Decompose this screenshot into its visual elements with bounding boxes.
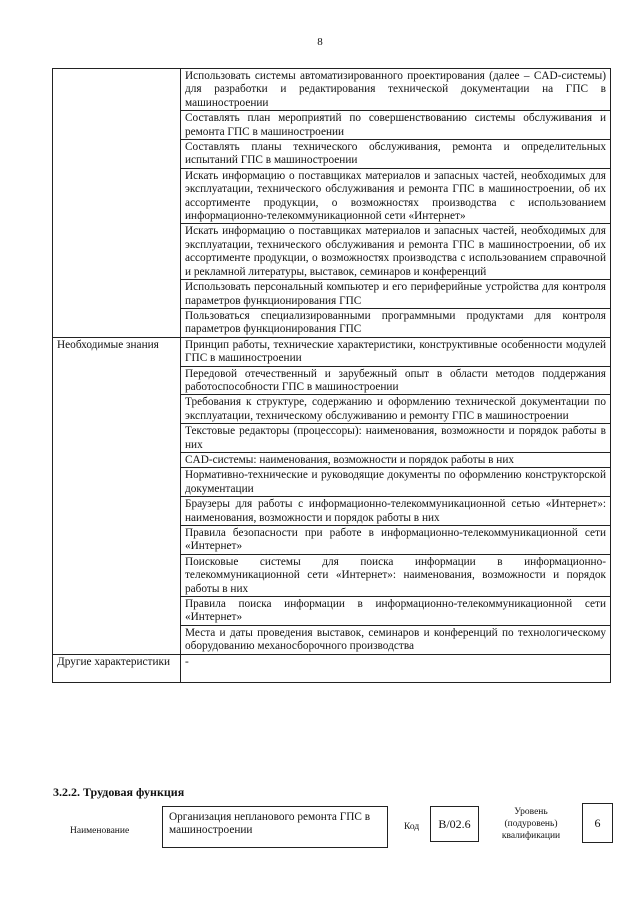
table-cell: Передовой отечественный и зарубежный опыт в области методов поддержания работоспособности ГПС в машиностроении (181, 366, 611, 395)
row-label-knowledge: Необходимые знания (53, 337, 181, 654)
code-label: Код (404, 822, 420, 832)
table-cell: Правила поиска информации в информационно-телекоммуникационной сети «Интернет» (181, 597, 611, 626)
table-cell: CAD-системы: наименования, возможности и порядок работы в них (181, 452, 611, 467)
table-row (53, 69, 611, 111)
table-cell: Принцип работы, технические характеристики, конструктивные особенности модулей ГПС в машиностроении (181, 337, 611, 366)
table-cell: Нормативно-технические и руководящие документы по оформлению конструкторской документации (181, 468, 611, 497)
table-cell: Пользоваться специализированными программными продуктами для контроля параметров функционирования ГПС (181, 308, 611, 337)
section-title: 3.2.2. Трудовая функция (53, 785, 185, 799)
table-cell: Поисковые системы для поиска информации в информационно-телекоммуникационной сети «Интернет»: наименования, возможности и порядок работы в них (181, 554, 611, 596)
page-number: 8 (317, 36, 323, 48)
table-row (53, 654, 611, 682)
table-cell: Составлять планы технического обслуживания, ремонта и определительных испытаний ГПС в машиностроении (181, 140, 611, 169)
table-cell: Текстовые редакторы (процессоры): наименования, возможности и порядок работы в них (181, 424, 611, 453)
row-label-skills (53, 69, 181, 338)
table-cell: - (181, 654, 611, 682)
skills-knowledge-table (52, 68, 611, 683)
qualification-level-box: 6 (582, 803, 613, 843)
name-label: Наименование (70, 826, 130, 836)
table-cell: Использовать персональный компьютер и его периферийные устройства для контроля параметров функционирования ГПС (181, 280, 611, 309)
table-cell: Браузеры для работы с информационно-телекоммуникационной сетью «Интернет»: наименования, возможности и порядок работы в них (181, 497, 611, 526)
table-cell: Места и даты проведения выставок, семинаров и конференций по технологическому оборудованию механосборочного производства (181, 625, 611, 654)
table-cell: Правила безопасности при работе в информационно-телекоммуникационной сети «Интернет» (181, 526, 611, 555)
code-box: B/02.6 (430, 806, 479, 842)
table-cell: Требования к структуре, содержанию и оформлению технической документации по эксплуатации, техническому обслуживанию и ремонту ГПС в машиностроении (181, 395, 611, 424)
table-row (53, 337, 611, 366)
function-name-box: Организация непланового ремонта ГПС в машиностроении (162, 806, 388, 848)
table-cell: Искать информацию о поставщиках материалов и запасных частей, необходимых для эксплуатации, технического обслуживания и ремонта ГПС в машиностроении, об их ассортименте продукции, о возможностях производства с использованием справочной и рекламной литературы, выставок, семинаров и конференций (181, 224, 611, 280)
row-label-other: Другие характеристики (53, 654, 181, 682)
qualification-level-label: Уровень (подуровень) квалификации (501, 807, 561, 841)
table-cell: Составлять план мероприятий по совершенствованию системы обслуживания и ремонта ГПС в машиностроении (181, 111, 611, 140)
table-cell: Искать информацию о поставщиках материалов и запасных частей, необходимых для эксплуатации, технического обслуживания и ремонта ГПС в машиностроении, об их ассортименте продукции, о возможностях производства с использованием информационно-телекоммуникационной сети «Интернет» (181, 168, 611, 224)
table-cell: Использовать системы автоматизированного проектирования (далее – CAD-системы) для разработки и редактирования технической документации на ГПС в машиностроении (181, 69, 611, 111)
